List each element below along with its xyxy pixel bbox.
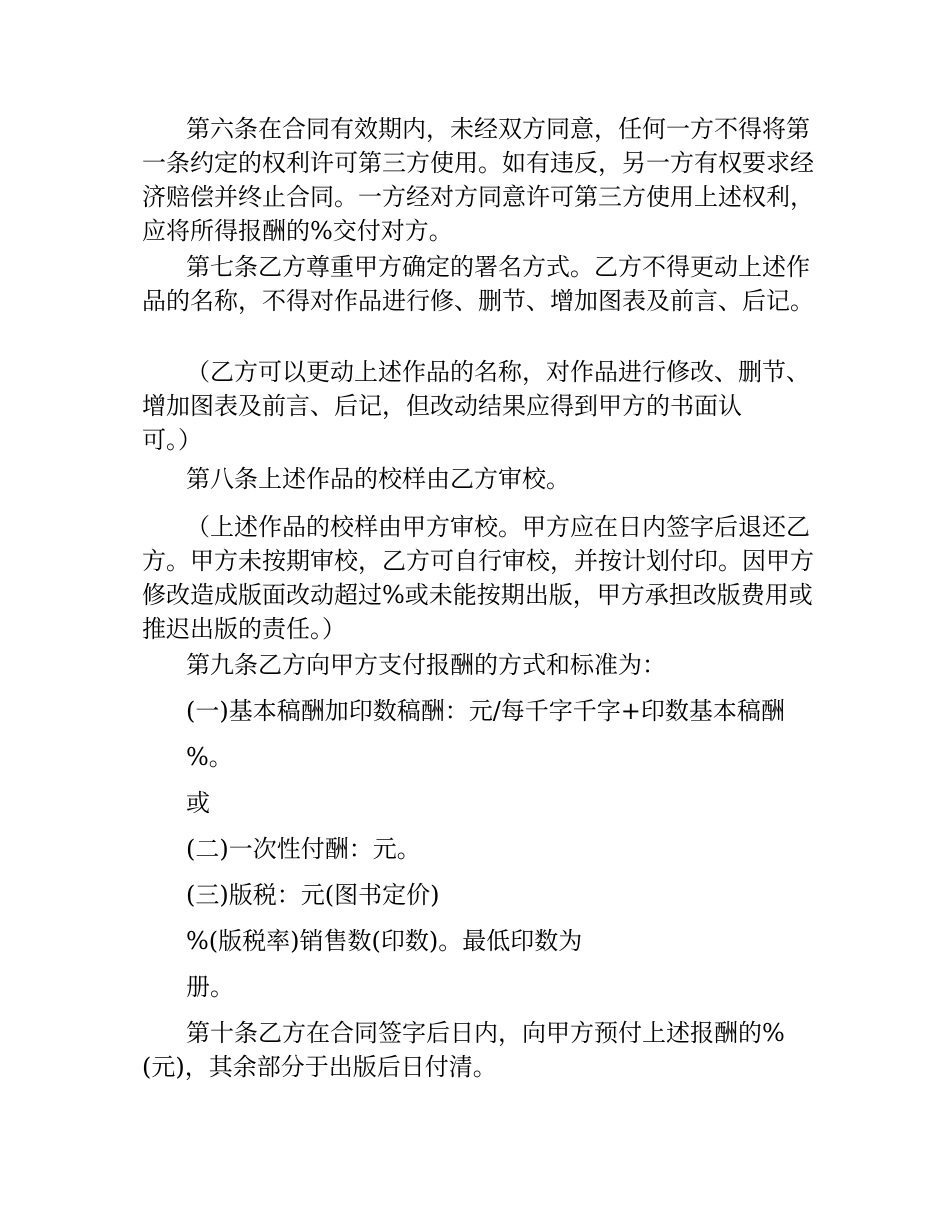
paragraph-article-6: 第六条在合同有效期内，未经双方同意，任何一方不得将第一条约定的权利许可第三方使用。如有违反，另一方有权要求经济赔偿并终止合同。一方经对方同意许可第三方使用上述权利，应将所得报酬的%交付对方。: [142, 115, 814, 245]
paragraph-article-9: 第九条乙方向甲方支付报酬的方式和标准为：: [186, 651, 666, 679]
paragraph-article-8: 第八条上述作品的校样由乙方审校。: [186, 465, 570, 493]
paragraph-article-10: 第十条乙方在合同签字后日内，向甲方预付上述报酬的%(元)，其余部分于出版后日付清。: [142, 1019, 785, 1081]
paragraph-article-8-alternative: （上述作品的校样由甲方审校。甲方应在日内签字后退还乙方。甲方未按期审校，乙方可自行审校，并按计划付印。因甲方修改造成版面改动超过%或未能按期出版，甲方承担改版费用或推迟出版的责任。）: [142, 513, 814, 643]
paragraph-or: 或: [186, 789, 210, 817]
paragraph-article-7-alternative: （乙方可以更动上述作品的名称，对作品进行修改、删节、增加图表及前言、后记，但改动结果应得到甲方的书面认 可。）: [142, 358, 810, 454]
paragraph-option-3-volumes: 册。: [186, 973, 234, 1001]
paragraph-article-7: 第七条乙方尊重甲方确定的署名方式。乙方不得更动上述作品的名称，不得对作品进行修、删节、增加图表及前言、后记。: [142, 253, 814, 315]
paragraph-option-2: (二)一次性付酬：元。: [186, 835, 421, 863]
paragraph-option-1-percent: %。: [186, 743, 233, 771]
paragraph-option-3: (三)版税：元(图书定价): [186, 881, 440, 909]
paragraph-option-1: (一)基本稿酬加印数稿酬：元/每千字千字+印数基本稿酬: [186, 697, 785, 725]
paragraph-option-3-rate: %(版税率)销售数(印数)。最低印数为: [186, 927, 583, 955]
